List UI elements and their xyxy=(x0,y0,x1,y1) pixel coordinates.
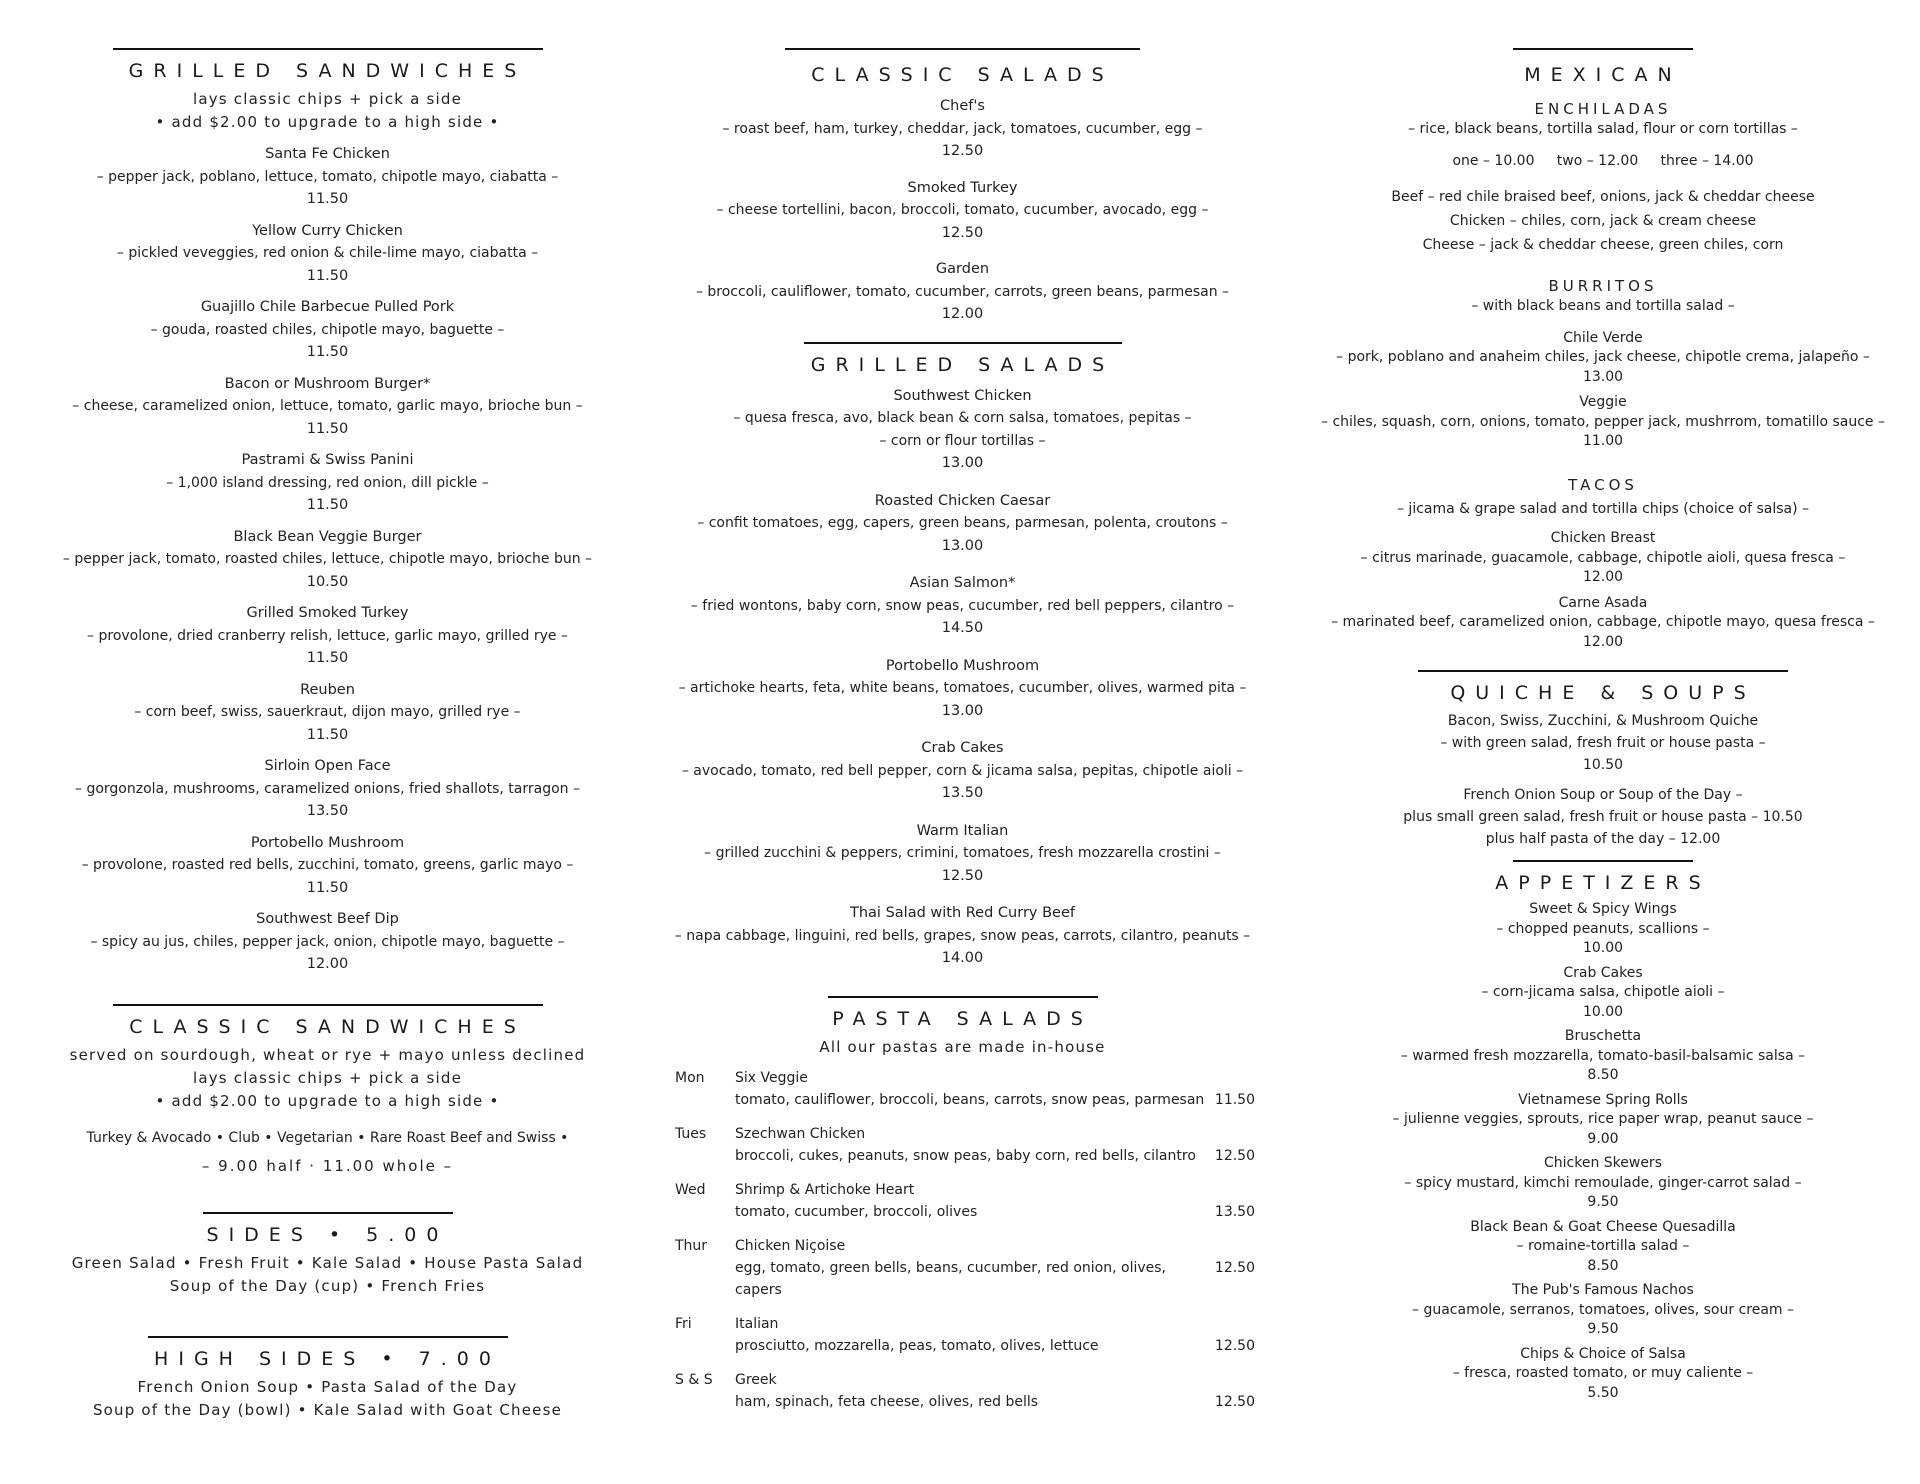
pasta-day: Fri xyxy=(675,1315,692,1332)
item-desc: – confit tomatoes, egg, capers, green beans, parmesan, polenta, croutons – xyxy=(697,515,1228,531)
item-price: 12.50 xyxy=(941,867,984,884)
pasta-row xyxy=(675,1223,1255,1257)
pasta-desc: broccoli, cukes, peanuts, snow peas, baby corn, red bells, cilantro xyxy=(735,1147,1196,1164)
classic-salads-list xyxy=(665,95,1260,326)
item-price: 11.50 xyxy=(306,420,349,437)
enchiladas-beef: Beef – red chile braised beef, onions, jack & cheddar cheese xyxy=(1391,189,1815,205)
item-name: Bacon, Swiss, Zucchini, & Mushroom Quiche xyxy=(1447,713,1759,729)
menu-item xyxy=(665,655,1260,723)
item-desc: – romaine-tortilla salad – xyxy=(1516,1238,1690,1254)
burritos-desc: – with black beans and tortilla salad – xyxy=(1471,298,1735,314)
item-price: 9.00 xyxy=(1587,1130,1619,1147)
menu-item xyxy=(50,220,605,288)
pasta-salads-title: PASTA SALADS xyxy=(832,1007,1093,1030)
column-left xyxy=(50,48,605,1422)
menu-item xyxy=(50,679,605,747)
pasta-row xyxy=(675,1145,1255,1167)
menu-item xyxy=(665,820,1260,888)
item-price: 14.50 xyxy=(941,620,984,636)
menu-item xyxy=(1318,1345,1888,1404)
item-desc: – 1,000 island dressing, red onion, dill pickle – xyxy=(166,474,489,491)
item-name: Black Bean Veggie Burger xyxy=(233,528,422,545)
item-price: 12.50 xyxy=(941,143,984,159)
enchiladas-prices: one – 10.00 two – 12.00 three – 14.00 xyxy=(1452,152,1754,169)
tacos-desc: – jicama & grape salad and tortilla chips (choice of salsa) – xyxy=(1396,500,1809,517)
enchiladas-cheese: Cheese – jack & cheddar cheese, green chiles, corn xyxy=(1422,237,1784,253)
item-price: 11.50 xyxy=(306,650,349,666)
enchiladas-desc: – rice, black beans, tortilla salad, flour or corn tortillas – xyxy=(1408,121,1798,137)
item-name: Chile Verde xyxy=(1563,329,1643,346)
menu-item xyxy=(665,572,1260,640)
section-rule xyxy=(785,48,1140,50)
pasta-price: 12.50 xyxy=(1214,1259,1255,1276)
item-desc: – warmed fresh mozzarella, tomato-basil-balsamic salsa – xyxy=(1400,1047,1806,1064)
appetizers-list xyxy=(1318,900,1888,1403)
menu-item xyxy=(1318,1091,1888,1150)
item-name: Chips & Choice of Salsa xyxy=(1520,1345,1686,1362)
item-name: Reuben xyxy=(300,681,355,698)
item-desc: – fresca, roasted tomato, or muy caliente – xyxy=(1452,1365,1754,1381)
menu-item xyxy=(50,449,605,517)
section-rule xyxy=(113,1004,543,1006)
pasta-desc: tomato, cucumber, broccoli, olives xyxy=(735,1203,978,1220)
grilled-sandwiches-sub: lays classic chips + pick a side xyxy=(192,90,463,108)
menu-item xyxy=(665,737,1260,805)
column-right xyxy=(1318,48,1888,1403)
menu-item xyxy=(1318,964,1888,1023)
pasta-row xyxy=(675,1257,1255,1301)
item-price: 12.50 xyxy=(941,224,984,241)
item-desc: – pork, poblano and anaheim chiles, jack cheese, chipotle crema, jalapeño – xyxy=(1336,349,1870,365)
menu-item xyxy=(50,526,605,594)
classic-sandwiches-sub: lays classic chips + pick a side xyxy=(192,1068,463,1087)
pasta-salads-table xyxy=(675,1067,1255,1413)
high-sides-line: Soup of the Day (bowl) • Kale Salad with Goat Cheese xyxy=(92,1400,563,1419)
menu-item xyxy=(50,755,605,823)
pasta-row xyxy=(675,1201,1255,1223)
item-price: 13.00 xyxy=(941,702,984,719)
item-name: The Pub's Famous Nachos xyxy=(1512,1282,1694,1298)
soup-item xyxy=(1318,784,1888,850)
menu-item xyxy=(665,177,1260,245)
item-name: Chicken Skewers xyxy=(1543,1155,1662,1171)
grilled-salads-title: GRILLED SALADS xyxy=(810,353,1115,376)
menu-item xyxy=(1318,710,1888,776)
item-name: Crab Cakes xyxy=(921,740,1004,756)
pasta-row xyxy=(675,1067,1255,1089)
grilled-salads-list xyxy=(665,385,1260,970)
menu-item xyxy=(50,832,605,900)
item-price: 12.00 xyxy=(941,306,984,322)
item-desc: – pepper jack, poblano, lettuce, tomato, chipotle mayo, ciabatta – xyxy=(96,168,559,185)
menu-item xyxy=(50,602,605,670)
menu-item xyxy=(1318,529,1888,588)
item-name: Vietnamese Spring Rolls xyxy=(1518,1091,1688,1108)
item-desc: – gorgonzola, mushrooms, caramelized onions, fried shallots, tarragon – xyxy=(75,780,580,797)
high-sides-line: French Onion Soup • Pasta Salad of the Day xyxy=(137,1377,518,1396)
item-desc: – pepper jack, tomato, roasted chiles, lettuce, chipotle mayo, brioche bun – xyxy=(62,551,593,567)
menu-item xyxy=(665,258,1260,326)
grilled-sandwiches-upgrade: • add $2.00 to upgrade to a high side • xyxy=(155,113,500,131)
menu-item xyxy=(50,373,605,441)
item-price: 5.50 xyxy=(1587,1384,1619,1401)
pasta-name: Shrimp & Artichoke Heart xyxy=(735,1181,915,1198)
item-desc: – spicy mustard, kimchi remoulade, ginger-carrot salad – xyxy=(1404,1174,1802,1191)
classic-sandwiches-sub: served on sourdough, wheat or rye + mayo unless declined xyxy=(69,1045,586,1064)
pasta-desc: tomato, cauliflower, broccoli, beans, carrots, snow peas, parmesan xyxy=(735,1091,1205,1108)
section-rule xyxy=(828,996,1098,998)
item-desc: – marinated beef, caramelized onion, cabbage, chipotle mayo, quesa fresca – xyxy=(1331,614,1875,630)
item-desc: – citrus marinade, guacamole, cabbage, chipotle aioli, quesa fresca – xyxy=(1360,549,1846,566)
item-price: 13.00 xyxy=(1582,368,1624,385)
item-price: 13.50 xyxy=(941,785,984,801)
section-rule xyxy=(203,1212,453,1214)
item-name: Guajillo Chile Barbecue Pulled Pork xyxy=(200,299,455,315)
item-price: 11.00 xyxy=(1582,433,1624,449)
item-desc: – provolone, dried cranberry relish, lettuce, garlic mayo, grilled rye – xyxy=(87,627,568,644)
item-name: Thai Salad with Red Curry Beef xyxy=(850,905,1075,921)
pasta-name: Six Veggie xyxy=(735,1069,808,1086)
pasta-row xyxy=(675,1357,1255,1391)
menu-item xyxy=(1318,393,1888,452)
pasta-desc: egg, tomato, green bells, beans, cucumber, red onion, olives, capers xyxy=(735,1259,1167,1298)
item-name: Portobello Mushroom xyxy=(250,834,405,851)
item-price: 11.50 xyxy=(306,267,349,284)
item-name: Asian Salmon* xyxy=(909,575,1016,591)
item-name: Veggie xyxy=(1579,394,1627,410)
item-desc: – cheese, caramelized onion, lettuce, tomato, garlic mayo, brioche bun – xyxy=(72,398,583,414)
pasta-name: Italian xyxy=(735,1315,779,1332)
item-desc: – grilled zucchini & peppers, crimini, tomatoes, fresh mozzarella crostini – xyxy=(704,845,1221,861)
pasta-price: 13.50 xyxy=(1214,1203,1255,1220)
menu-item xyxy=(1318,329,1888,388)
item-price: 11.50 xyxy=(306,726,349,743)
section-rule xyxy=(1513,860,1693,862)
pasta-row xyxy=(675,1301,1255,1335)
menu-item xyxy=(665,902,1260,970)
item-desc: – with green salad, fresh fruit or house pasta – xyxy=(1440,735,1766,751)
item-price: 9.50 xyxy=(1587,1194,1619,1210)
item-desc: – corn or flour tortillas – xyxy=(879,432,1046,449)
pasta-price: 11.50 xyxy=(1214,1091,1255,1108)
pasta-day: S & S xyxy=(675,1371,713,1388)
item-price: 13.00 xyxy=(941,455,984,471)
menu-item xyxy=(1318,1027,1888,1086)
item-name: Santa Fe Chicken xyxy=(265,146,390,162)
item-desc: – avocado, tomato, red bell pepper, corn & jicama salsa, pepitas, chipotle aioli – xyxy=(681,762,1244,779)
item-desc: – chiles, squash, corn, onions, tomato, pepper jack, mushrrom, tomatillo sauce – xyxy=(1321,413,1885,430)
item-price: 11.50 xyxy=(306,879,349,896)
item-name: Yellow Curry Chicken xyxy=(252,222,403,239)
pasta-day: Thur xyxy=(675,1237,708,1254)
pasta-row xyxy=(675,1111,1255,1145)
high-sides-title: HIGH SIDES • 7.00 xyxy=(154,1347,501,1370)
item-desc: – broccoli, cauliflower, tomato, cucumber, carrots, green beans, parmesan – xyxy=(695,283,1230,300)
pasta-day: Wed xyxy=(675,1181,706,1198)
item-price: 14.00 xyxy=(941,950,984,966)
item-name: Garden xyxy=(935,261,990,277)
classic-sandwiches-list: Turkey & Avocado • Club • Vegetarian • Rare Roast Beef and Swiss • xyxy=(86,1129,569,1146)
pasta-row xyxy=(675,1167,1255,1201)
item-desc: – guacamole, serranos, tomatoes, olives, sour cream – xyxy=(1412,1301,1794,1318)
item-desc: – chopped peanuts, scallions – xyxy=(1496,920,1710,937)
item-price: 9.50 xyxy=(1587,1321,1619,1337)
column-center xyxy=(665,48,1260,1413)
soup-line: plus small green salad, fresh fruit or house pasta – 10.50 xyxy=(1403,809,1803,825)
pasta-price: 12.50 xyxy=(1214,1147,1255,1164)
item-desc: – napa cabbage, linguini, red bells, grapes, snow peas, carrots, cilantro, peanuts – xyxy=(674,927,1251,944)
item-price: 12.00 xyxy=(1582,633,1624,650)
item-price: 10.50 xyxy=(1582,757,1624,773)
grilled-sandwiches-list xyxy=(50,143,605,976)
item-desc: – artichoke hearts, feta, white beans, tomatoes, cucumber, olives, warmed pita – xyxy=(678,680,1247,696)
item-name: Crab Cakes xyxy=(1563,964,1643,981)
item-desc: – corn beef, swiss, sauerkraut, dijon mayo, grilled rye – xyxy=(134,704,521,720)
pasta-price: 12.50 xyxy=(1214,1393,1255,1410)
sides-line: Green Salad • Fresh Fruit • Kale Salad • House Pasta Salad xyxy=(71,1253,584,1272)
pasta-row xyxy=(675,1391,1255,1413)
section-rule xyxy=(148,1336,508,1338)
section-rule xyxy=(804,342,1122,344)
item-name: Smoked Turkey xyxy=(907,179,1018,196)
item-name: Bruschetta xyxy=(1564,1028,1642,1044)
item-price: 12.00 xyxy=(1582,569,1624,585)
item-name: Sirloin Open Face xyxy=(264,758,391,774)
pasta-day: Mon xyxy=(675,1069,705,1086)
pasta-row xyxy=(675,1089,1255,1111)
pasta-salads-sub: All our pastas are made in-house xyxy=(819,1037,1106,1056)
pasta-name: Greek xyxy=(735,1371,777,1388)
item-price: 11.50 xyxy=(306,497,349,513)
menu-item xyxy=(1318,594,1888,653)
item-price: 11.50 xyxy=(306,344,349,360)
item-desc: – julienne veggies, sprouts, rice paper wrap, peanut sauce – xyxy=(1392,1111,1814,1127)
quiche-soups-title: QUICHE & SOUPS xyxy=(1450,682,1756,704)
item-price: 10.50 xyxy=(306,573,349,590)
menu-item xyxy=(665,490,1260,558)
enchiladas-heading: ENCHILADAS xyxy=(1534,100,1672,118)
item-price: 8.50 xyxy=(1587,1257,1619,1274)
classic-sandwiches-price: – 9.00 half · 11.00 whole – xyxy=(201,1156,454,1175)
menu-item xyxy=(665,95,1260,163)
menu-item xyxy=(1318,1281,1888,1340)
mexican-title: MEXICAN xyxy=(1524,64,1682,86)
item-price: 11.50 xyxy=(306,191,349,207)
soup-line: French Onion Soup or Soup of the Day – xyxy=(1463,787,1743,803)
grilled-sandwiches-title: GRILLED SANDWICHES xyxy=(128,60,527,82)
soup-line: plus half pasta of the day – 12.00 xyxy=(1485,831,1721,847)
section-rule xyxy=(1513,48,1693,50)
item-name: Chef's xyxy=(940,98,985,114)
item-name: Bacon or Mushroom Burger* xyxy=(224,375,431,392)
item-name: Southwest Chicken xyxy=(893,387,1032,404)
item-name: Black Bean & Goat Cheese Quesadilla xyxy=(1470,1218,1736,1235)
pasta-name: Chicken Niçoise xyxy=(735,1237,846,1254)
item-desc: – gouda, roasted chiles, chipotle mayo, baguette – xyxy=(150,321,505,338)
item-name: Southwest Beef Dip xyxy=(256,911,399,927)
item-desc: – pickled veveggies, red onion & chile-lime mayo, ciabatta – xyxy=(116,245,539,261)
burritos-heading: BURRITOS xyxy=(1548,277,1658,295)
item-name: Sweet & Spicy Wings xyxy=(1529,901,1677,917)
sides-title: SIDES • 5.00 xyxy=(206,1223,449,1246)
menu-item xyxy=(50,908,605,976)
item-price: 12.00 xyxy=(306,956,349,972)
pasta-desc: prosciutto, mozzarella, peas, tomato, olives, lettuce xyxy=(735,1337,1099,1354)
appetizers-title: APPETIZERS xyxy=(1495,872,1711,894)
item-price: 8.50 xyxy=(1587,1067,1619,1083)
pasta-desc: ham, spinach, feta cheese, olives, red bells xyxy=(735,1393,1039,1410)
sides-line: Soup of the Day (cup) • French Fries xyxy=(169,1276,486,1295)
menu-item xyxy=(1318,1218,1888,1277)
item-price: 10.00 xyxy=(1582,940,1624,956)
classic-sandwiches-upgrade: • add $2.00 to upgrade to a high side • xyxy=(155,1091,500,1110)
enchiladas-chicken: Chicken – chiles, corn, jack & cream cheese xyxy=(1449,213,1757,229)
item-price: 10.00 xyxy=(1582,1003,1624,1020)
item-desc: – provolone, roasted red bells, zucchini, tomato, greens, garlic mayo – xyxy=(81,857,574,873)
classic-sandwiches-title: CLASSIC SANDWICHES xyxy=(129,1015,526,1038)
item-desc: – fried wontons, baby corn, snow peas, cucumber, red bell peppers, cilantro – xyxy=(690,597,1235,614)
item-price: 13.00 xyxy=(941,537,984,554)
pasta-price: 12.50 xyxy=(1214,1337,1255,1354)
item-desc: – quesa fresca, avo, black bean & corn salsa, tomatoes, pepitas – xyxy=(733,410,1192,426)
menu-item xyxy=(50,143,605,211)
item-name: Pastrami & Swiss Panini xyxy=(241,452,414,468)
menu-item xyxy=(1318,900,1888,959)
item-name: Grilled Smoked Turkey xyxy=(246,605,409,621)
menu-item xyxy=(665,385,1260,475)
item-name: Carne Asada xyxy=(1558,594,1648,611)
pasta-day: Tues xyxy=(675,1125,707,1142)
item-desc: – roast beef, ham, turkey, cheddar, jack, tomatoes, cucumber, egg – xyxy=(722,120,1203,137)
tacos-heading: TACOS xyxy=(1568,475,1638,494)
item-name: Portobello Mushroom xyxy=(885,657,1040,674)
menu-item xyxy=(1318,1154,1888,1213)
item-desc: – spicy au jus, chiles, pepper jack, onion, chipotle mayo, baguette – xyxy=(90,933,565,950)
section-rule xyxy=(1418,670,1788,672)
menu-item xyxy=(50,296,605,364)
item-desc: – cheese tortellini, bacon, broccoli, tomato, cucumber, avocado, egg – xyxy=(716,202,1209,218)
section-rule xyxy=(113,48,543,50)
item-name: Chicken Breast xyxy=(1550,530,1656,546)
classic-salads-title: CLASSIC SALADS xyxy=(811,64,1114,86)
pasta-name: Szechwan Chicken xyxy=(735,1125,866,1142)
item-name: Warm Italian xyxy=(916,822,1009,839)
pasta-row xyxy=(675,1335,1255,1357)
item-desc: – corn-jicama salsa, chipotle aioli – xyxy=(1481,984,1725,1000)
item-price: 13.50 xyxy=(306,803,349,819)
item-name: Roasted Chicken Caesar xyxy=(874,492,1051,509)
